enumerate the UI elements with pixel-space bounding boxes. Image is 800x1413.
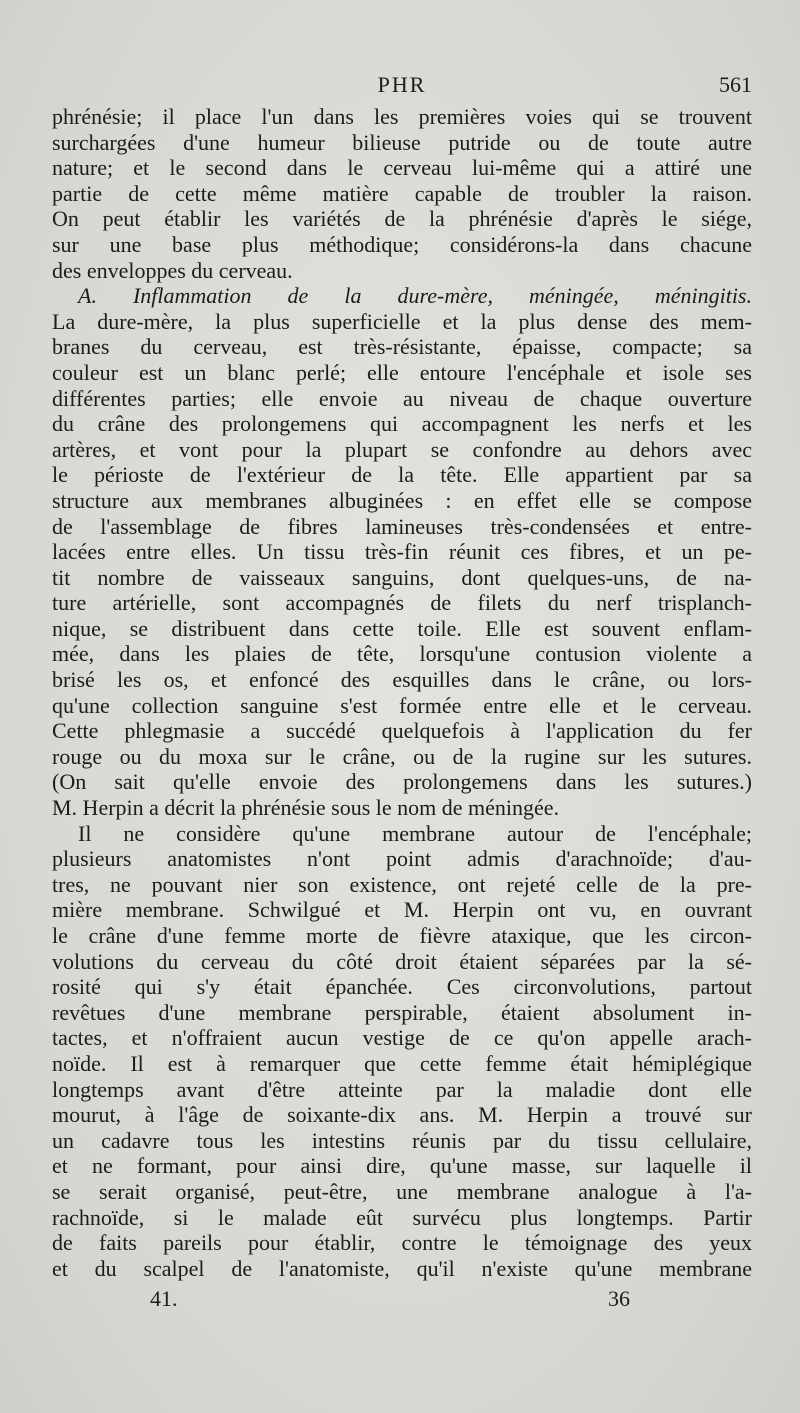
text-line: différentes parties; elle envoie au niveau de chaque ouverture — [52, 385, 752, 411]
text-line: tactes, et n'offraient aucun vestige de ce qu'on appelle arach- — [52, 1025, 752, 1051]
text-line: et ne formant, pour ainsi dire, qu'une masse, sur laquelle il — [52, 1153, 752, 1179]
text-line: Cette phlegmasie a succédé quelquefois à l'application du fer — [52, 718, 752, 744]
text-line: le crâne d'une femme morte de fièvre ataxique, que les circon- — [52, 923, 752, 948]
text-line: structure aux membranes albuginées : en effet elle se compose — [52, 487, 752, 513]
page-footer — [150, 1286, 630, 1316]
text-line: mière membrane. Schwilgué et M. Herpin ont vu, en ouvrant — [52, 897, 752, 923]
text-line: branes du cerveau, est très-résistante, épaisse, compacte; sa — [52, 334, 752, 360]
text-line: tit nombre de vaisseaux sanguins, dont quelques-uns, de na- — [52, 564, 752, 590]
text-line: (On sait qu'elle envoie des prolongemens dans les sutures.) — [52, 769, 752, 795]
text-line: tres, ne pouvant nier son existence, ont rejeté celle de la pre- — [52, 871, 752, 897]
text-line: plusieurs anatomistes n'ont point admis d'arachnoïde; d'au- — [52, 846, 752, 872]
section-heading-line: A. Inflammation de la dure-mère, méningée, méningitis. — [78, 283, 752, 309]
text-line: longtemps avant d'être atteinte par la maladie dont elle — [52, 1076, 752, 1102]
text-line: rachnoïde, si le malade eût survécu plus longtemps. Partir — [52, 1204, 752, 1230]
text-line: des enveloppes du cerveau. — [52, 257, 293, 283]
text-line: couleur est un blanc perlé; elle entoure l'encéphale et isole ses — [52, 359, 752, 385]
text-line: un cadavre tous les intestins réunis par du tissu cellulaire, — [52, 1127, 752, 1153]
running-head — [52, 72, 752, 102]
text-line: mourut, à l'âge de soixante-dix ans. M. Herpin a trouvé sur — [52, 1102, 752, 1128]
text-line: revêtues d'une membrane perspirable, étaient absolument in- — [52, 999, 752, 1025]
text-line: On peut établir les variétés de la phrénésie d'après le siége, — [52, 206, 752, 232]
text-line: mée, dans les plaies de tête, lorsqu'une contusion violente a — [52, 641, 752, 667]
text-line: partie de cette même matière capable de troubler la raison. — [52, 180, 752, 206]
catchword-number: 36 — [608, 1286, 630, 1311]
text-line: surchargées d'une humeur bilieuse putride ou de toute autre — [52, 129, 752, 155]
text-line: brisé les os, et enfoncé des esquilles dans le crâne, ou lors- — [52, 667, 752, 693]
text-line: de faits pareils pour établir, contre le témoignage des yeux — [52, 1230, 752, 1256]
text-line: ture artérielle, sont accompagnés de filets du nerf trisplanch- — [52, 590, 752, 616]
text-line: La dure-mère, la plus superficielle et la plus dense des mem- — [52, 308, 752, 334]
signature-mark: 41. — [150, 1286, 178, 1311]
text-line: rouge ou du moxa sur le crâne, ou de la rugine sur les sutures. — [52, 743, 752, 769]
text-line: le périoste de l'extérieur de la tête. Elle appartient par sa — [52, 462, 752, 488]
text-line: noïde. Il est à remarquer que cette femme était hémiplégique — [52, 1050, 752, 1076]
text-line: nique, se distribuent dans cette toile. Elle est souvent enflam- — [52, 615, 752, 641]
text-line: de l'assemblage de fibres lamineuses très-condensées et entre- — [52, 513, 752, 539]
page-number: 561 — [719, 72, 752, 97]
text-line: se serait organisé, peut-être, une membrane analogue à l'a- — [52, 1178, 752, 1204]
text-line: du crâne des prolongemens qui accompagnent les nerfs et les — [52, 411, 752, 437]
text-line: qu'une collection sanguine s'est formée entre elle et le cerveau. — [52, 692, 752, 718]
text-line: nature; et le second dans le cerveau lui-même qui a attiré une — [52, 155, 752, 181]
text-line: artères, et vont pour la plupart se confondre au dehors avec — [52, 436, 752, 462]
text-line: sur une base plus méthodique; considérons-la dans chacune — [52, 231, 752, 257]
text-line: et du scalpel de l'anatomiste, qu'il n'existe qu'une membrane — [52, 1255, 752, 1281]
text-line: lacées entre elles. Un tissu très-fin réunit ces fibres, et un pe- — [52, 539, 752, 565]
text-line: M. Herpin a décrit la phrénésie sous le nom de méningée. — [52, 795, 560, 821]
text-line: phrénésie; il place l'un dans les premières voies qui se trouvent — [52, 104, 752, 129]
body-text — [52, 104, 752, 1281]
text-line: volutions du cerveau du côté droit étaient séparées par la sé- — [52, 948, 752, 974]
running-title: PHR — [377, 72, 427, 97]
text-line: Il ne considère qu'une membrane autour de l'encéphale; — [78, 820, 752, 846]
text-line: rosité qui s'y était épanchée. Ces circonvolutions, partout — [52, 974, 752, 1000]
